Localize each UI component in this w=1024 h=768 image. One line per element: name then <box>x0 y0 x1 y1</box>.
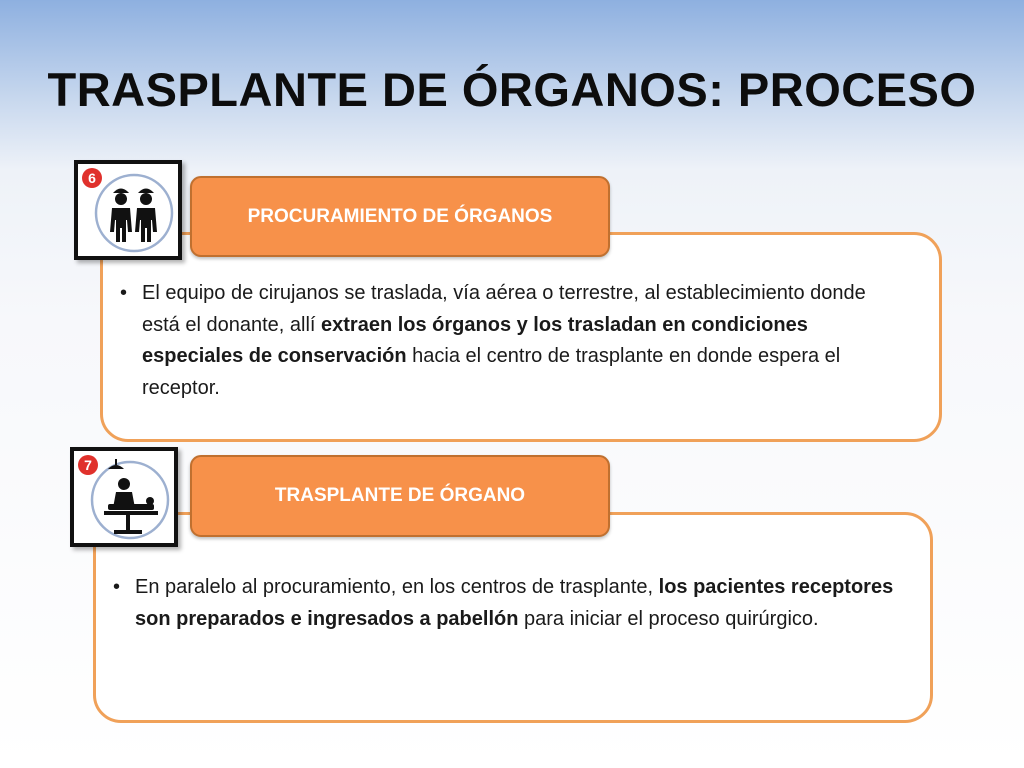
step-6-text-part2: hacia el centro de trasplante en donde espera el receptor. <box>142 345 841 399</box>
step-7-icon-box <box>70 447 178 547</box>
surgeons-icon <box>78 164 178 256</box>
step-7-text-part2: para iniciar el proceso quirúrgico. <box>518 607 819 630</box>
step-6-text-part1: El equipo de cirujanos se traslada, vía aérea o terrestre, al establecimiento donde está el donante, allí <box>142 282 866 336</box>
step-7-heading <box>190 455 610 537</box>
bullet-dot: • <box>120 282 128 304</box>
step-7-text-bold: los pacientes receptores son preparados e ingresados a pabellón <box>135 576 894 630</box>
step-6-text-bold: extraen los órganos y los trasladan en condiciones especiales de conservación <box>142 313 808 367</box>
step-6-heading <box>190 176 610 257</box>
slide-title: TRASPLANTE DE ÓRGANOS: PROCESO <box>47 63 977 116</box>
operating-table-icon <box>74 451 174 543</box>
step-6-number: 6 <box>88 170 96 186</box>
step-6-icon-box <box>74 160 182 260</box>
step-7-bullet <box>101 572 911 635</box>
step-7-heading-label: TRASPLANTE DE ÓRGANO <box>274 485 526 506</box>
step-7-text-part1: En paralelo al procuramiento, en los centros de trasplante, <box>135 576 659 598</box>
step-7-text <box>135 572 911 635</box>
step-6-bullet <box>108 278 908 404</box>
step-6-text <box>142 278 908 404</box>
step-6-heading-label: PROCURAMIENTO DE ÓRGANOS <box>247 205 553 227</box>
step-7-number: 7 <box>84 457 92 473</box>
bullet-dot: • <box>113 576 121 598</box>
